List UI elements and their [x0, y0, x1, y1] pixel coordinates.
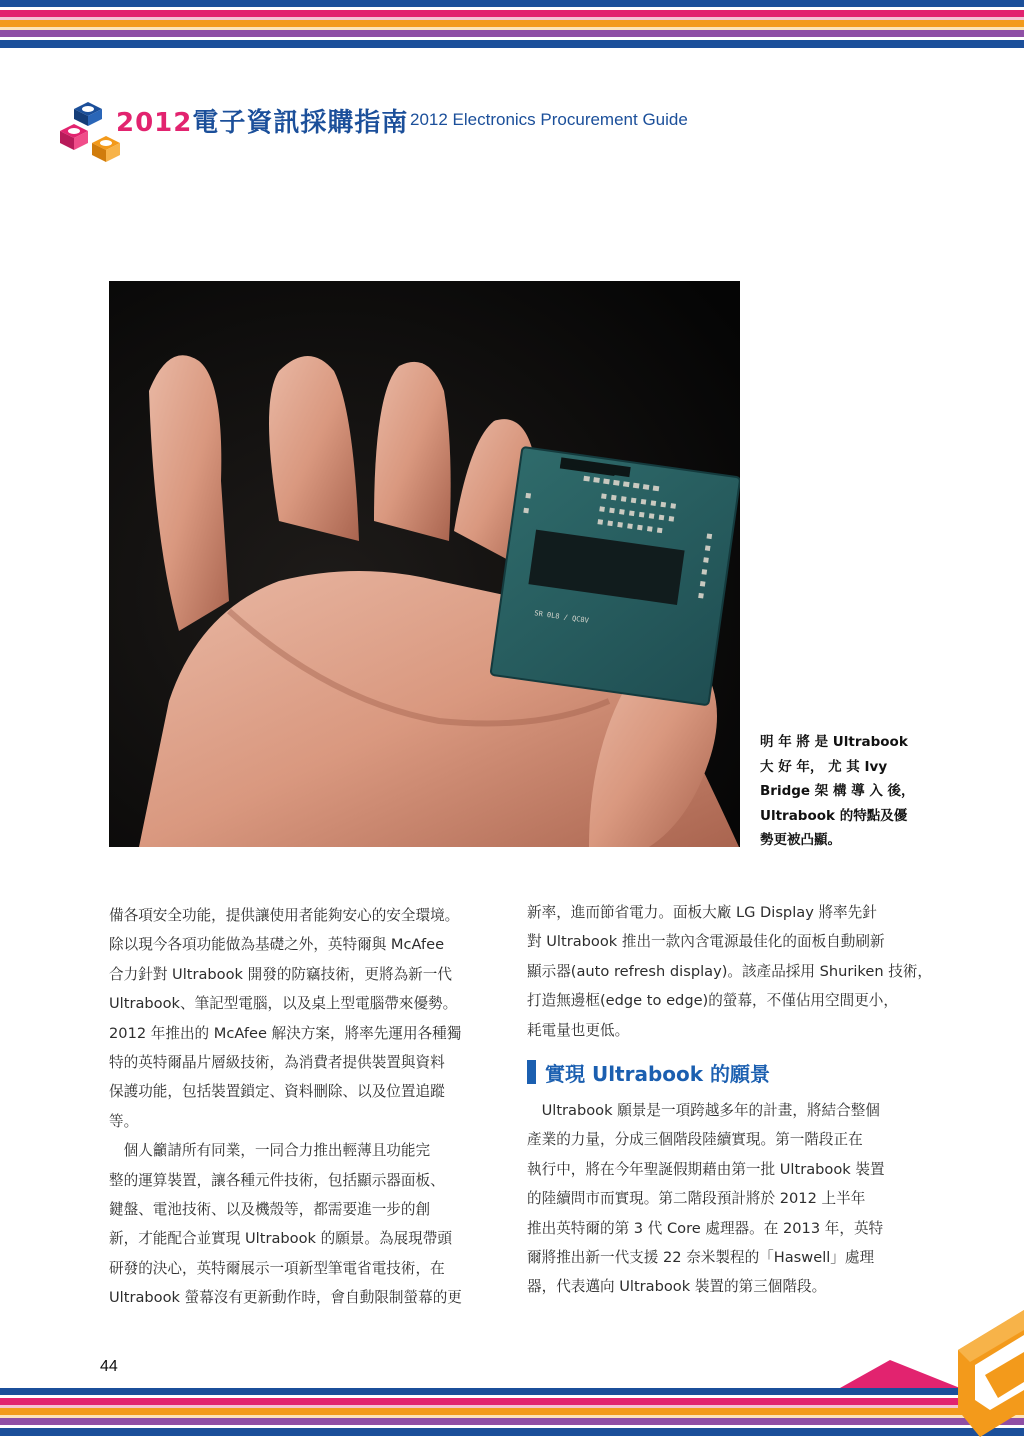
stripe-band	[0, 30, 1024, 37]
corner-cube-decoration	[820, 1290, 1024, 1437]
caption-line: 明 年 將 是 Ultrabook	[760, 734, 908, 750]
page-number: 44	[100, 1358, 118, 1375]
text-line: 備各項安全功能，提供讓使用者能夠安心的安全環境。	[109, 907, 460, 924]
text-line: 特的英特爾晶片層級技術，為消費者提供裝置與資料	[109, 1054, 445, 1072]
text-line: 耗電量也更低。	[527, 1021, 630, 1039]
text-line: Ultrabook 願景是一項跨越多年的計畫，將結合整個	[527, 1102, 880, 1119]
logo-chinese-title: 電子資訊採購指南	[192, 108, 409, 138]
text-line: 產業的力量，分成三個階段陸續實現。第一階段正在	[527, 1131, 863, 1149]
text-line: Ultrabook 螢幕沒有更新動作時，會自動限制螢幕的更	[109, 1289, 462, 1307]
text-line: 合力針對 Ultrabook 開發的防竊技術，更將為新一代	[109, 965, 452, 983]
text-line: 顯示器(auto refresh display)。該產品採用 Shuriken 技術，	[527, 962, 933, 980]
caption-line: 勢更被凸顯。	[760, 832, 841, 848]
text-line: Ultrabook、筆記型電腦，以及桌上型電腦帶來優勢。	[109, 995, 458, 1013]
stripe-band	[0, 10, 1024, 17]
stripe-band	[0, 40, 1024, 48]
text-line: 等。	[109, 1112, 139, 1130]
text-line: 研發的決心，英特爾展示一項新型筆電省電技術，在	[109, 1259, 445, 1277]
text-line: 執行中，將在今年聖誕假期藉由第一批 Ultrabook 裝置	[527, 1160, 885, 1178]
stripe-band	[0, 20, 1024, 27]
text-line: 爾將推出新一代支援 22 奈米製程的「Haswell」處理	[527, 1249, 875, 1267]
text-line: 2012 年推出的 McAfee 解決方案，將率先運用各種獨	[109, 1024, 462, 1042]
text-line: 整的運算裝置，讓各種元件技術，包括顯示器面板、	[109, 1171, 445, 1189]
hand-holding-chip-illustration	[109, 281, 740, 847]
heading-accent-bar	[527, 1060, 536, 1084]
text-line: 器，代表邁向 Ultrabook 裝置的第三個階段。	[527, 1278, 827, 1296]
logo-title	[116, 102, 408, 139]
section-heading	[527, 1058, 917, 1086]
photo-caption	[760, 730, 915, 853]
section-heading-text: 實現 Ultrabook 的願景	[545, 1062, 771, 1086]
top-decorative-stripes	[0, 0, 1024, 48]
caption-line: Bridge 架 構 導 入 後，	[760, 783, 915, 799]
text-line: 新，才能配合並實現 Ultrabook 的願景。為展現帶頭	[109, 1230, 452, 1248]
text-line: 新率，進而節省電力。面板大廠 LG Display 將率先針	[527, 904, 877, 921]
caption-line: 大 好 年， 尤 其 Ivy	[760, 758, 888, 775]
text-line: 鍵盤、電池技術、以及機殼等，都需要進一步的創	[109, 1201, 431, 1219]
body-text-right-column-top	[527, 898, 933, 1045]
english-subtitle: 2012 Electronics Procurement Guide	[410, 110, 688, 129]
text-line: 個人籲請所有同業，一同合力推出輕薄且功能完	[109, 1142, 431, 1160]
text-line: 推出英特爾的第 3 代 Core 處理器。在 2013 年，英特	[527, 1219, 884, 1237]
logo-year: 2012	[116, 108, 193, 138]
text-line: 的陸續問市而實現。第二階段預計將於 2012 上半年	[527, 1190, 866, 1208]
caption-line: Ultrabook 的特點及優	[760, 807, 908, 824]
text-line: 對 Ultrabook 推出一款內含電源最佳化的面板自動刷新	[527, 933, 885, 951]
text-line: 打造無邊框(edge to edge)的螢幕，不僅佔用空間更小，	[527, 992, 898, 1010]
processor-photo	[109, 281, 740, 847]
body-text-left-column	[109, 901, 499, 1313]
body-text-right-column-bottom	[527, 1096, 917, 1302]
stripe-band	[0, 0, 1024, 7]
text-line: 保護功能，包括裝置鎖定、資料刪除、以及位置追蹤	[109, 1083, 445, 1101]
text-line: 除以現今各項功能做為基礎之外，英特爾與 McAfee	[109, 936, 445, 954]
chip-marking: SR 0L8 / QC8V	[533, 609, 590, 625]
